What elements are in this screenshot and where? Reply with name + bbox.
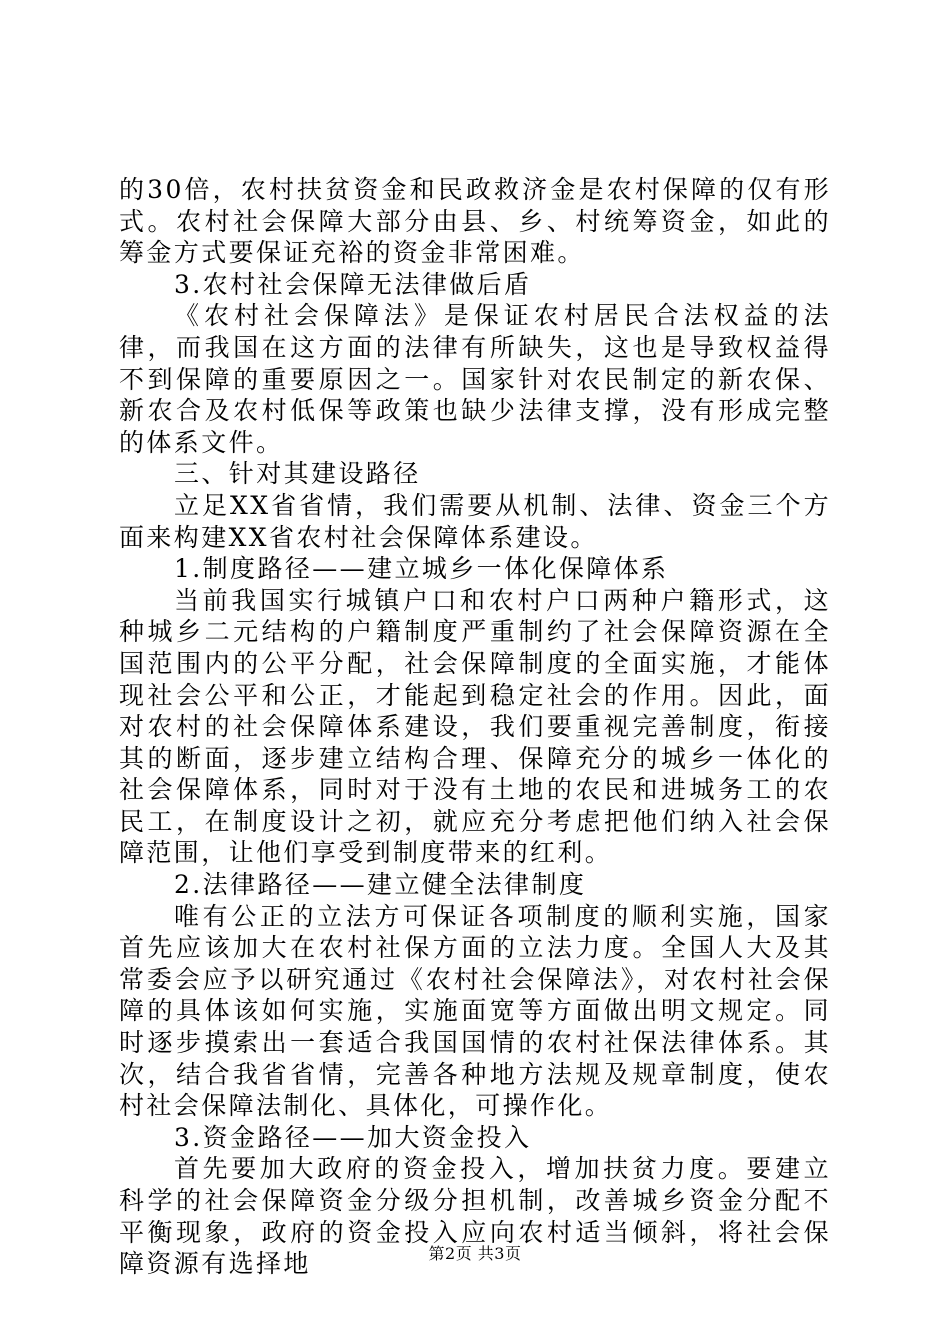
paragraph-institutional: 当前我国实行城镇户口和农村户口两种户籍形式，这种城乡二元结构的户籍制度严重制约了社会保障资源在全国范围内的公平分配，社会保障制度的全面实施，才能体现社会公平和公正，才能起到稳定社会的作用。因此，面对农村的社会保障体系建设，我们要重视完善制度，衔接其的断面，逐步建立结构合理、保障充分的城乡一体化的社会保障体系，同时对于没有土地的农民和进城务工的农民工，在制度设计之初，就应充分考虑把他们纳入社会保障范围，让他们享受到制度带来的红利。: [119, 585, 831, 868]
paragraph-funding: 首先要加大政府的资金投入，增加扶贫力度。要建立科学的社会保障资金分级分担机制，改善城乡资金分配不平衡现象，政府的资金投入应向农村适当倾斜，将社会保障资源有选择地: [119, 1154, 831, 1279]
section-heading-3: 三、针对其建设路径: [174, 459, 421, 489]
document-body: [119, 174, 831, 1280]
heading-2-legal-path: 2.法律路径——建立健全法律制度: [174, 870, 587, 900]
paragraph-legal: 唯有公正的立法方可保证各项制度的顺利实施，国家首先应该加大在农村社保方面的立法力度。全国人大及其常委会应予以研究通过《农村社会保障法》，对农村社会保障的具体该如何实施，实施面宽等方面做出明文规定。同时逐步摸索出一套适合我国国情的农村社保法律体系。其次，结合我省省情，完善各种地方法规及规章制度，使农村社会保障法制化、具体化，可操作化。: [119, 901, 831, 1121]
heading-3-funding-path: 3.资金路径——加大资金投入: [174, 1122, 532, 1152]
heading-3-no-legal-backing: 3.农村社会保障无法律做后盾: [174, 269, 532, 299]
paragraph-1: 的30倍，农村扶贫资金和民政救济金是农村保障的仅有形式。农村社会保障大部分由县、乡、村统筹资金，如此的筹金方式要保证充裕的资金非常困难。: [119, 175, 831, 268]
page-footer: 第2页 共3页: [428, 1244, 522, 1263]
paragraph-law: 《农村社会保障法》是保证农村居民合法权益的法律，而我国在这方面的法律有所缺失，这也是导致权益得不到保障的重要原因之一。国家针对农民制定的新农保、新农合及农村低保等政策也缺少法律支撑，没有形成完整的体系文件。: [119, 301, 831, 457]
paragraph-intro: 立足XX省省情，我们需要从机制、法律、资金三个方面来构建XX省农村社会保障体系建设。: [119, 490, 831, 552]
heading-1-institutional-path: 1.制度路径——建立城乡一体化保障体系: [174, 554, 669, 584]
